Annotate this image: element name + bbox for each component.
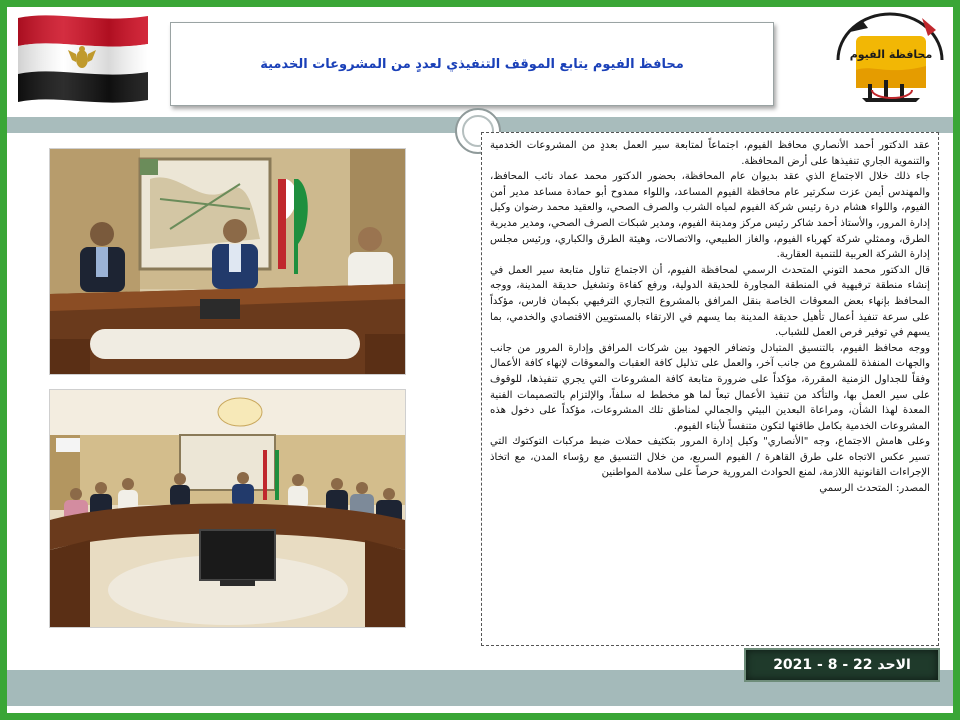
meeting-photo-2 [49,389,406,628]
logo-text: محافظة الفيوم [849,48,933,61]
article-paragraph: عقد الدكتور أحمد الأنصاري محافظ الفيوم، اجتماعاً لمتابعة سير العمل بعددٍ من المشروعات الخدمية والتنموية الجاري تنفيذها على أرض المحافظة. [490,140,930,167]
date-box [744,648,940,682]
publish-date: الاحد 22 - 8 - 2021 [773,657,911,673]
article-paragraph: وعلى هامش الاجتماع، وجه "الأنصاري" وكيل إدارة المرور بتكثيف حملات ضبط مركبات التوكتوك التي تسير عكس الاتجاه على طرق القاهرة / الفيوم السريع، من خلال التنسيق مع رؤساء المدن، مع اتخاذ الإجراءات القانونية اللازمة، لمنع الحوادث المرورية حرصاً على سلامة المواطنين [490,436,930,479]
meeting-photo-1 [49,148,406,375]
article-paragraph: جاء ذلك خلال الاجتماع الذي عقد بديوان عام المحافظة، بحضور الدكتور محمد عماد نائب المحافظ، والمهندس أيمن عزت سكرتير عام محافظة الفيوم المساعد، واللواء ممدوح أبو حمادة مساعد مدير أمن الفيوم، واللواء هشام درة رئيس شركة الفيوم لمياه الشرب والصرف الصحي، والعقيد محمد رضوان وكيل إدارة المرور، والأستاذ أحمد شاكر رئيس مركز ومدينة الفيوم، ومدير شبكات الصرف الصحي، ومدير مديرية الطرق، وممثلي شركة كهرباء الفيوم، والغاز الطبيعي، والاتصالات، وهيئة الطرق والكباري، ورئيس مجلس إدارة الشركة العربية للتنمية العقارية. [490,171,930,261]
article-body [481,132,939,646]
egypt-flag [16,12,150,104]
article-paragraph: قال الدكتور محمد التوني المتحدث الرسمي لمحافظة الفيوم، أن الاجتماع تناول متابعة سير العمل في إنشاء منطقة ترفيهية في المنطقة المجاورة للحديقة الدولية، ورفع كفاءة وتشغيل حديقة المدينة، ووجه المحافظ بإنهاء بعض المعوقات الخاصة بنقل المرافق بالمشروع التجاري الترفيهي بكيمان فارس، مؤكداً على سرعة تنفيذ أعمال تأهيل حديقة المدينة بما يسهم في الارتقاء بالمستويين الاقتصادي والخدمي، بما يسهم في توفير فرص العمل للشباب. [490,264,930,339]
article-source: المصدر: المتحدث الرسمي [819,483,930,495]
article-paragraph: ووجه محافظ الفيوم، بالتنسيق المتبادل وتضافر الجهود بين شركات المرافق وإدارة المرور من جانب والجهات المنفذة للمشروع من جانب آخر، والعمل على تذليل كافة العقبات والمعوقات لإنهاء كافة الأعمال وفقاً للجداول الزمنية المقررة، مؤكداً على ضرورة متابعة كافة المشروعات التي يجري تنفيذها، للوقوف على سير العمل بها، والتأكد من تنفيذ الأعمال تبعاً لما هو مخطط له سلفاً، والإلتزام بالتصميمات الفنية المعدة لهذا الشأن، ومراعاة البعدين البيئي والجمالي لمناطق تلك المشروعات، مؤكداً على دخول هذه المشروعات الخدمية بكامل طاقتها لتكون متنفساً لأبناء الفيوم. [490,342,930,432]
headline-box [170,22,774,106]
headline: محافظ الفيوم يتابع الموقف التنفيذي لعددٍ من المشروعات الخدمية [260,56,684,72]
fayoum-governorate-logo [832,10,948,106]
